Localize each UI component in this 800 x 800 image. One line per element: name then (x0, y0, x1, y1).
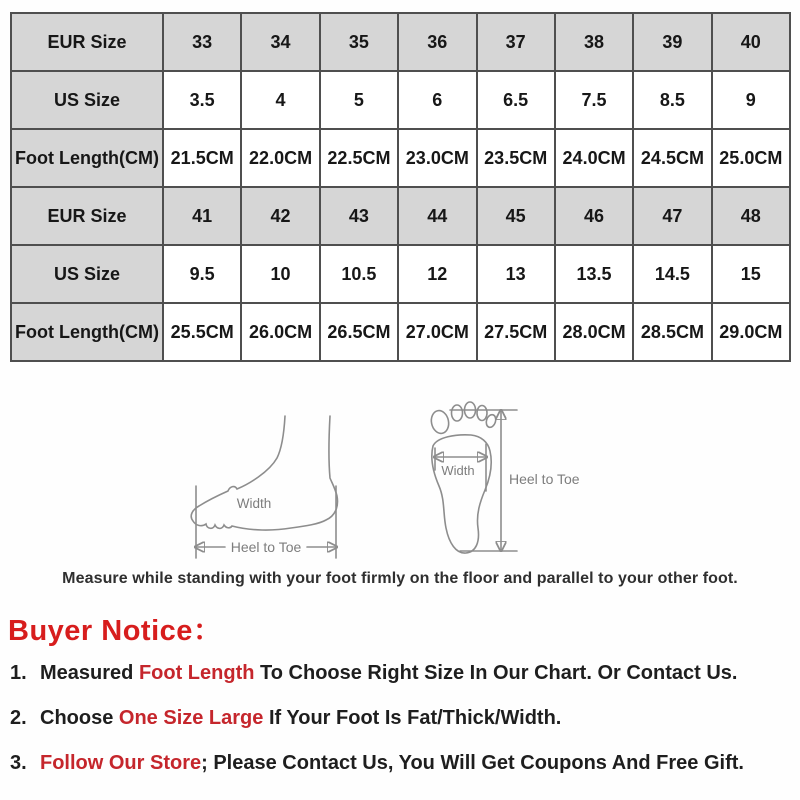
notice-item-text: Measured Foot Length To Choose Right Size In Our Chart. Or Contact Us. (40, 662, 738, 684)
size-cell: 3.5 (163, 71, 241, 129)
size-table-row (11, 71, 790, 129)
row-label: Foot Length(CM) (11, 303, 163, 361)
size-cell: 38 (555, 13, 633, 71)
size-cell: 21.5CM (163, 129, 241, 187)
size-cell: 37 (477, 13, 555, 71)
size-cell: 46 (555, 187, 633, 245)
foot-outline (191, 416, 337, 530)
size-cell: 6.5 (477, 71, 555, 129)
notice-item-number: 3. (10, 752, 27, 774)
size-cell: 44 (398, 187, 476, 245)
sole-outline (432, 435, 491, 553)
notice-item-text: Choose One Size Large If Your Foot Is Fat/Thick/Width. (40, 707, 562, 729)
buyer-notice-list (10, 661, 792, 796)
size-cell: 22.0CM (241, 129, 319, 187)
size-cell: 5 (320, 71, 398, 129)
notice-item (10, 751, 792, 775)
size-cell: 35 (320, 13, 398, 71)
width-label: Width (236, 496, 272, 511)
size-cell: 48 (712, 187, 790, 245)
size-cell: 10.5 (320, 245, 398, 303)
size-cell: 26.5CM (320, 303, 398, 361)
width-label: Width (441, 463, 475, 478)
notice-highlight: Foot Length (138, 662, 255, 684)
notice-highlight: Follow Our Store (40, 752, 202, 774)
size-cell: 26.0CM (241, 303, 319, 361)
size-cell: 10 (241, 245, 319, 303)
notice-highlight: One Size Large (118, 707, 264, 729)
notice-item-number: 2. (10, 707, 27, 729)
size-cell: 24.0CM (555, 129, 633, 187)
size-cell: 39 (633, 13, 711, 71)
size-cell: 13 (477, 245, 555, 303)
size-cell: 15 (712, 245, 790, 303)
size-cell: 28.0CM (555, 303, 633, 361)
size-cell: 25.5CM (163, 303, 241, 361)
big-toe (429, 409, 450, 435)
size-cell: 34 (241, 13, 319, 71)
toe (452, 405, 463, 421)
size-cell: 4 (241, 71, 319, 129)
size-cell: 13.5 (555, 245, 633, 303)
size-table-row (11, 187, 790, 245)
size-cell: 9 (712, 71, 790, 129)
size-cell: 23.5CM (477, 129, 555, 187)
row-label: EUR Size (11, 13, 163, 71)
size-cell: 27.0CM (398, 303, 476, 361)
size-cell: 7.5 (555, 71, 633, 129)
notice-item-number: 1. (10, 662, 27, 684)
size-cell: 12 (398, 245, 476, 303)
notice-item (10, 661, 792, 685)
size-table (10, 12, 791, 362)
size-cell: 6 (398, 71, 476, 129)
row-label: EUR Size (11, 187, 163, 245)
size-table-body (11, 13, 790, 361)
size-cell: 45 (477, 187, 555, 245)
row-label: US Size (11, 245, 163, 303)
size-table-row (11, 303, 790, 361)
row-label: Foot Length(CM) (11, 129, 163, 187)
size-cell: 24.5CM (633, 129, 711, 187)
row-label: US Size (11, 71, 163, 129)
heel-to-toe-label: Heel to Toe (230, 539, 302, 555)
size-table-row (11, 245, 790, 303)
size-cell: 23.0CM (398, 129, 476, 187)
buyer-notice-heading: Buyer Notice： (8, 615, 223, 647)
notice-item (10, 706, 792, 730)
toe (477, 406, 487, 421)
measure-caption: Measure while standing with your foot firmly on the floor and parallel to your other foot. (62, 570, 738, 587)
size-cell: 22.5CM (320, 129, 398, 187)
size-cell: 29.0CM (712, 303, 790, 361)
notice-item-text: Follow Our Store; Please Contact Us, You Will Get Coupons And Free Gift. (40, 752, 744, 774)
foot-side-view-sketch (183, 398, 388, 568)
heel-to-toe-label: Heel to Toe (509, 471, 580, 487)
size-cell: 36 (398, 13, 476, 71)
footprint-sketch (420, 396, 595, 571)
size-cell: 8.5 (633, 71, 711, 129)
size-cell: 14.5 (633, 245, 711, 303)
size-cell: 9.5 (163, 245, 241, 303)
size-cell: 40 (712, 13, 790, 71)
size-cell: 42 (241, 187, 319, 245)
size-cell: 25.0CM (712, 129, 790, 187)
size-cell: 27.5CM (477, 303, 555, 361)
size-cell: 33 (163, 13, 241, 71)
size-cell: 43 (320, 187, 398, 245)
size-table-row (11, 129, 790, 187)
size-cell: 28.5CM (633, 303, 711, 361)
size-table-row (11, 13, 790, 71)
size-cell: 41 (163, 187, 241, 245)
size-cell: 47 (633, 187, 711, 245)
